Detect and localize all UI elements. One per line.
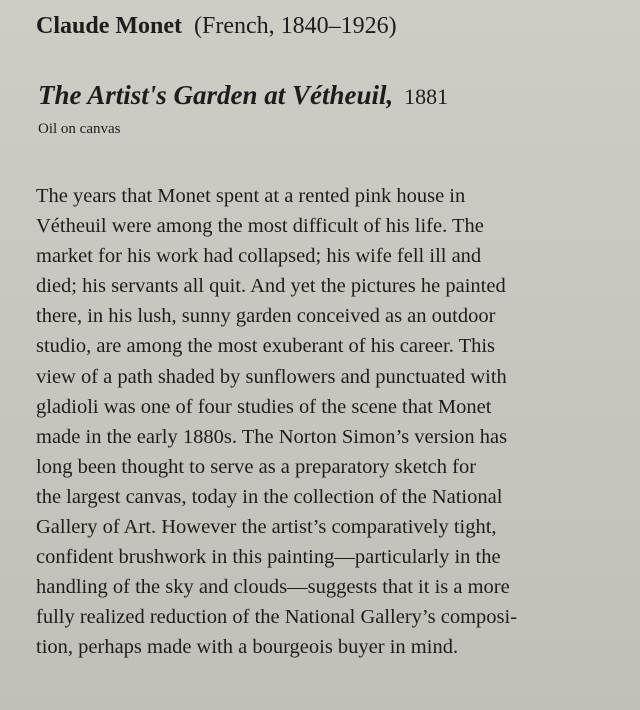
description-line: view of a path shaded by sunflowers and punctuated with (36, 365, 507, 388)
description-line: tion, perhaps made with a bourgeois buyer in mind. (36, 636, 459, 659)
artist-name: Claude Monet (36, 13, 182, 39)
description-line: Vétheuil were among the most difficult of his life. The (36, 215, 484, 238)
artwork-title-line (38, 79, 448, 111)
description-line: died; his servants all quit. And yet the pictures he painted (36, 275, 506, 298)
artwork-medium: Oil on canvas (38, 121, 121, 137)
description-line: fully realized reduction of the National Gallery’s composi- (36, 606, 518, 629)
description-line: handling of the sky and clouds—suggests that it is a more (36, 576, 510, 599)
description-line: market for his work had collapsed; his wife fell ill and (36, 245, 482, 268)
artwork-year: 1881 (404, 84, 449, 109)
artist-line (36, 12, 397, 41)
description-text (36, 181, 626, 663)
description-line: made in the early 1880s. The Norton Simon’s version has (36, 425, 508, 448)
description-line: studio, are among the most exuberant of his career. This (36, 335, 496, 358)
artist-nationality-dates: (French, 1840–1926) (194, 13, 397, 39)
artwork-title: The Artist's Garden at Vétheuil, (38, 80, 394, 110)
description-line: Gallery of Art. However the artist’s comparatively tight, (36, 516, 497, 539)
description-line: the largest canvas, today in the collection of the National (36, 485, 503, 508)
description-line: confident brushwork in this painting—particularly in the (36, 546, 501, 569)
description-line: gladioli was one of four studies of the scene that Monet (36, 395, 492, 418)
description-line: The years that Monet spent at a rented pink house in (36, 185, 466, 207)
description-line: long been thought to serve as a preparatory sketch for (36, 455, 477, 478)
description-line: there, in his lush, sunny garden conceived as an outdoor (36, 305, 496, 328)
